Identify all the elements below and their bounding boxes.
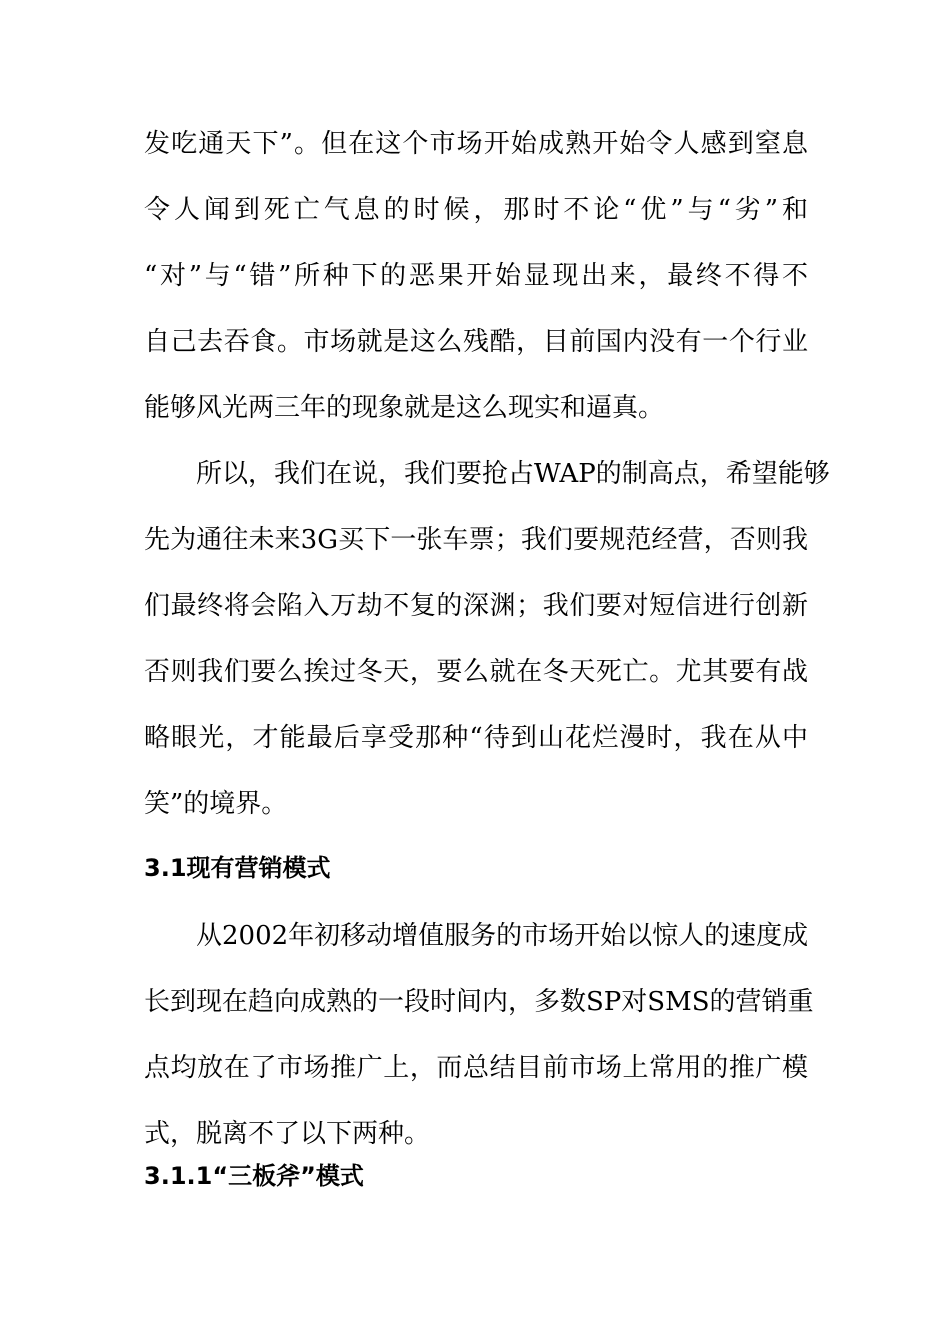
paragraph-line: 笑”的境界。 bbox=[144, 789, 288, 819]
section-heading: 3.1现有营销模式 bbox=[144, 854, 331, 882]
paragraph-line: 长到现在趋向成熟的一段时间内，多数SP对SMS的营销重 bbox=[144, 987, 814, 1017]
paragraph-line: 所以，我们在说，我们要抢占WAP的制高点，希望能够 bbox=[196, 459, 830, 489]
paragraph-line: 式，脱离不了以下两种。 bbox=[144, 1119, 431, 1149]
paragraph-line: 令人闻到死亡气息的时候，那时不论“优”与“劣”和 bbox=[144, 195, 808, 225]
paragraph-line: 点均放在了市场推广上，而总结目前市场上常用的推广模 bbox=[144, 1053, 808, 1083]
paragraph-line: 否则我们要么挨过冬天，要么就在冬天死亡。尤其要有战 bbox=[144, 657, 808, 687]
subsection-heading: 3.1.1“三板斧”模式 bbox=[144, 1162, 364, 1190]
paragraph-line: 们最终将会陷入万劫不复的深渊；我们要对短信进行创新 bbox=[144, 591, 808, 621]
paragraph-line: “对”与“错”所种下的恶果开始显现出来，最终不得不 bbox=[144, 261, 808, 291]
paragraph-line: 能够风光两三年的现象就是这么现实和逼真。 bbox=[144, 393, 665, 423]
paragraph-line: 先为通往未来3G买下一张车票；我们要规范经营，否则我 bbox=[144, 525, 808, 555]
paragraph-line: 略眼光，才能最后享受那种“待到山花烂漫时，我在从中 bbox=[144, 723, 808, 753]
paragraph-line: 从2002年初移动增值服务的市场开始以惊人的速度成 bbox=[196, 921, 809, 951]
paragraph-line: 自己去吞食。市场就是这么残酷，目前国内没有一个行业 bbox=[144, 327, 808, 357]
paragraph-line: 发吃通天下”。但在这个市场开始成熟开始令人感到窒息 bbox=[144, 129, 808, 159]
